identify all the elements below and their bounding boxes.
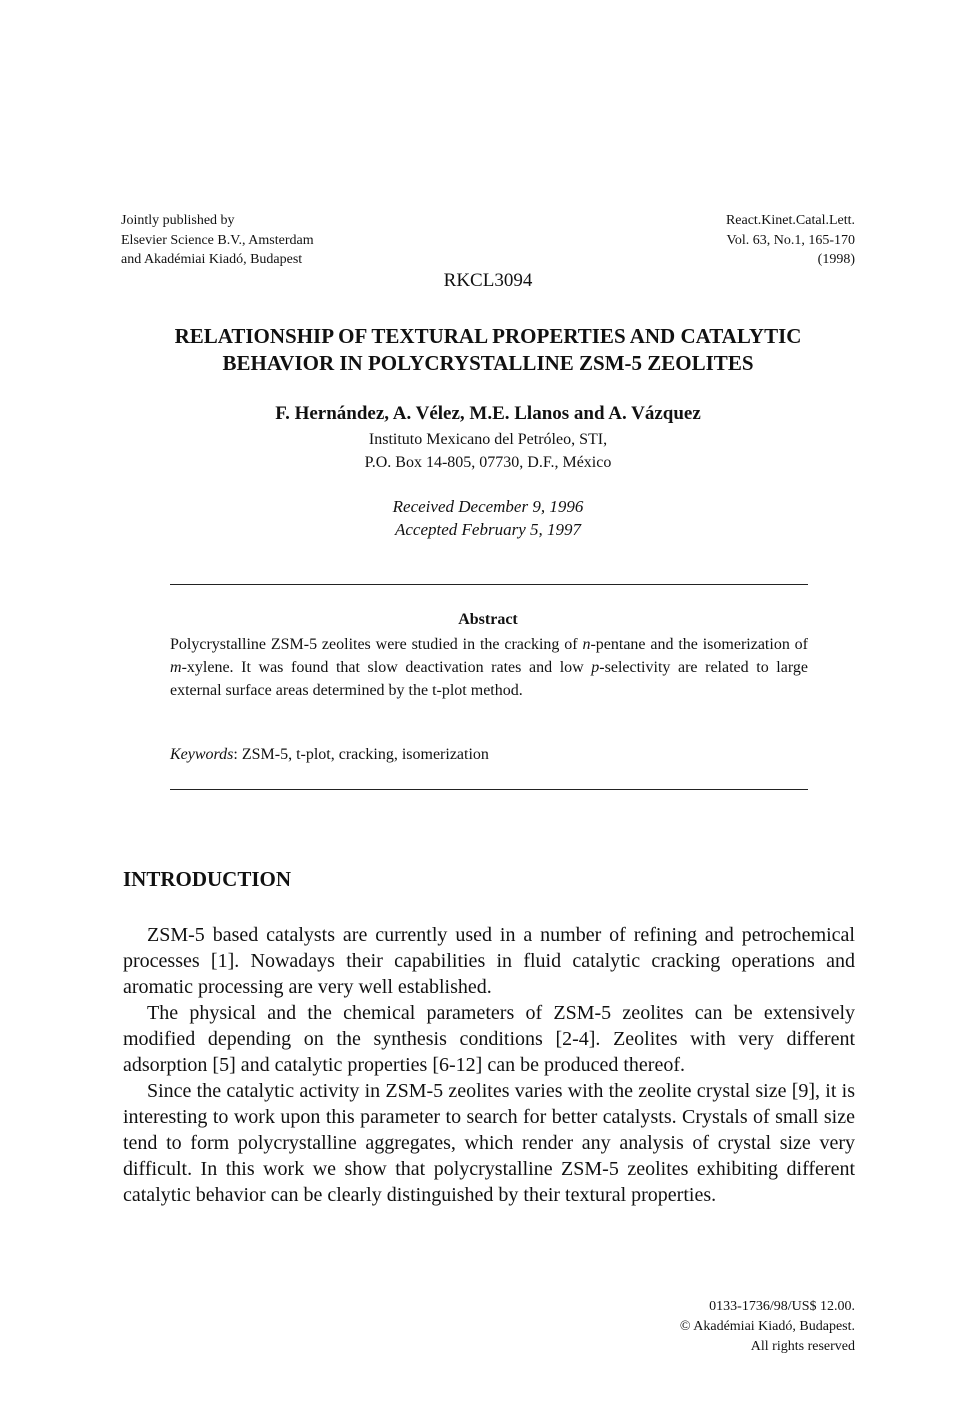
authors: F. Hernández, A. Vélez, M.E. Llanos and A. Vázquez [275,403,701,424]
abstract-text-part: -pentane and the isomerization of [590,636,809,653]
title-line: RELATIONSHIP OF TEXTURAL PROPERTIES AND CATALYTIC [174,324,802,348]
article-code: RKCL3094 [443,270,533,291]
citation-line: (1998) [817,252,855,267]
abstract-italic: m [170,659,182,676]
publisher-line: Jointly published by [121,213,235,228]
abstract-heading: Abstract [458,611,518,628]
publisher-line: and Akadémiai Kiadó, Budapest [121,252,303,267]
keywords-label: Keywords [170,746,234,763]
keywords [170,746,808,764]
affiliation-line: P.O. Box 14-805, 07730, D.F., México [364,454,612,471]
accepted-date: Accepted February 5, 1997 [395,520,581,539]
paragraph: ZSM-5 based catalysts are currently used in a number of refining and petrochemical processes [1]. Nowadays their capabilities in fluid catalytic cracking operations and aromatic processing are very well established. [123,924,855,998]
abstract-top-rule [170,584,808,585]
section-heading: INTRODUCTION [123,867,292,891]
dates [0,495,976,541]
abstract-text-part: -xylene. It was found that slow deactivation rates and low [181,659,592,676]
affiliation [0,428,976,474]
received-date: Received December 9, 1996 [392,497,584,516]
paragraph: The physical and the chemical parameters of ZSM-5 zeolites can be extensively modified depending on the synthesis conditions [2-4]. Zeolites with very different adsorption [5] and catalytic properties [6-12] can be produced thereof. [123,1002,855,1076]
paper-title [0,323,976,377]
keywords-text: : ZSM-5, t-plot, cracking, isomerization [233,746,489,763]
footer-line: 0133-1736/98/US$ 12.00. [709,1299,855,1314]
abstract-text-part: Polycrystalline ZSM-5 zeolites were studied in the cracking of [170,636,583,653]
affiliation-line: Instituto Mexicano del Petróleo, STI, [368,431,608,448]
introduction-body [123,922,855,1208]
footer-line: © Akadémiai Kiadó, Budapest. [679,1319,855,1334]
paragraph: Since the catalytic activity in ZSM-5 zeolites varies with the zeolite crystal size [9], it is interesting to work upon this parameter to search for better catalysts. Crystals of small size tend to form polycrystalline aggregates, which render any analysis of crystal size very difficult. In this work we show that polycrystalline ZSM-5 zeolites exhibiting different catalytic behavior can be clearly distinguished by their textural properties. [123,1080,855,1206]
abstract-italic: p [591,659,600,676]
abstract-text [170,633,808,702]
journal-citation [555,211,855,270]
abstract-text-part: -selectivity are related to large external surface areas determined by the t-plot method. [170,659,808,699]
publisher-info [121,211,421,270]
publisher-line: Elsevier Science B.V., Amsterdam [121,232,314,248]
citation-line: Vol. 63, No.1, 165-170 [726,232,855,248]
abstract-italic: n [582,636,591,653]
copyright-footer [555,1297,855,1357]
citation-line: React.Kinet.Catal.Lett. [725,213,855,228]
abstract-bottom-rule [170,789,808,790]
footer-line: All rights reserved [750,1339,855,1354]
title-line: BEHAVIOR IN POLYCRYSTALLINE ZSM-5 ZEOLITES [222,351,754,375]
